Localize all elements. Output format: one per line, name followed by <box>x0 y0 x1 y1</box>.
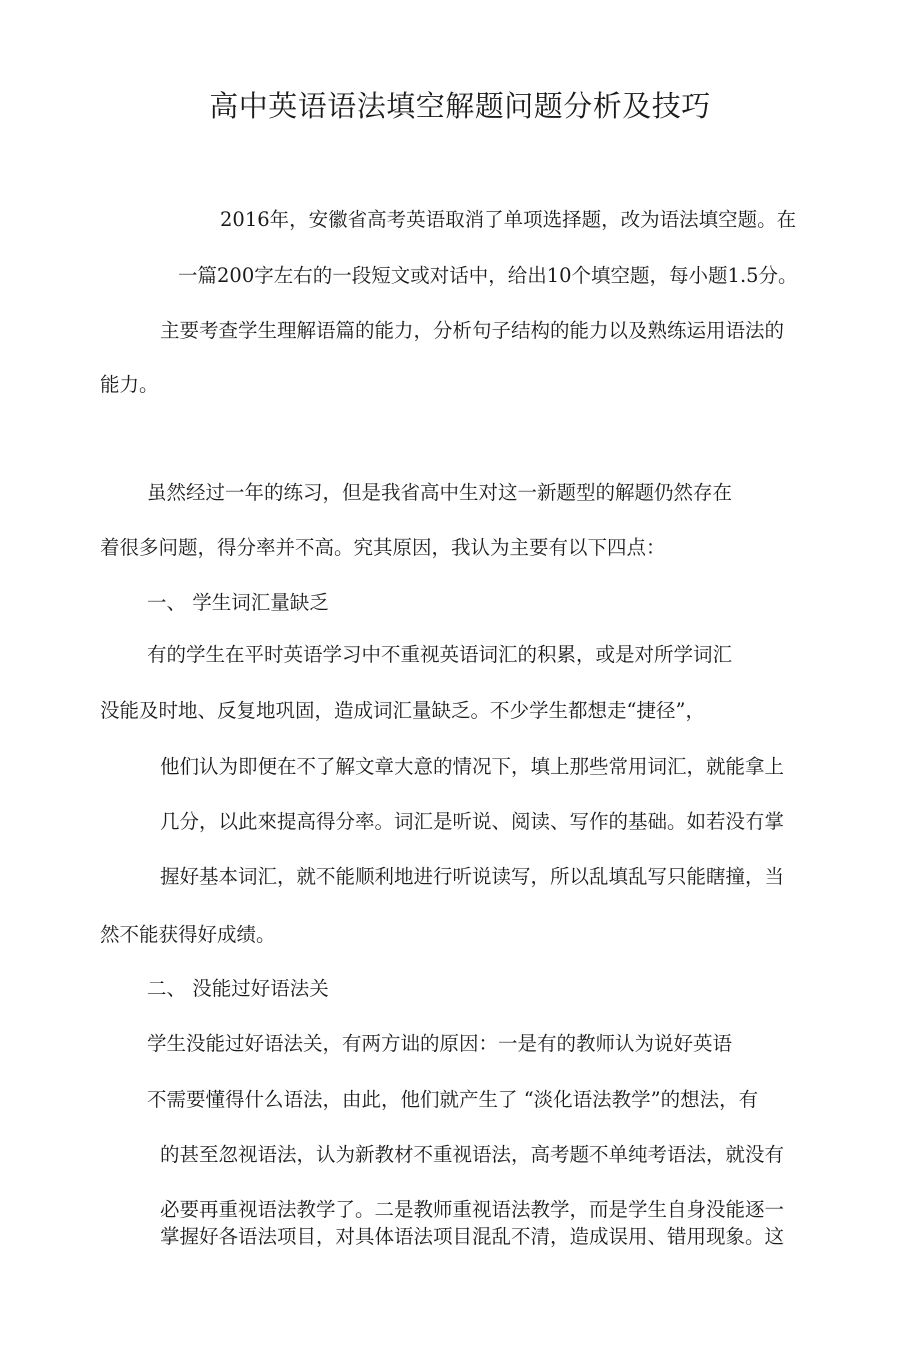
paragraph-line: 有的学生在平时英语学习中不重视英语词汇的积累，或是对所学词汇 <box>147 643 733 666</box>
paragraph-line: 着很多问题，得分率并不高。究其原因，我认为主要有以下四点： <box>100 536 666 559</box>
paragraph-line: 的甚至忽视语法，认为新教材不重视语法，高考题不单纯考语法，就没有 <box>160 1143 785 1166</box>
paragraph-line: 握好基本词汇，就不能顺利地进行听说读写，所以乱填乱写只能瞎撞，当 <box>160 865 785 888</box>
paragraph-line: 没能及时地、反复地巩固，造成词汇量缺乏。不少学生都想走“捷径”， <box>100 699 705 722</box>
paragraph-line: 不需要懂得什么语法，由此，他们就产生了 “淡化语法教学”的想法，有 <box>147 1088 759 1111</box>
paragraph-line: 学生没能过好语法关，有两方诎的原因：一是有的教师认为说好英语 <box>147 1032 733 1055</box>
paragraph-line: 主要考查学生理解语篇的能力，分析句子结构的能力以及熟练运用语法的 <box>160 319 785 342</box>
paragraph-line: 几分，以此來提高得分率。词汇是听说、阅读、写作的基础。如若没冇掌 <box>160 810 785 833</box>
paragraph-line: 必要再重视语法教学了。二是教师重视语法教学，而是学生自身没能逐一 <box>160 1198 785 1221</box>
paragraph-line: 掌握好各语法项目，对具体语法项目混乱不清，造成误用、错用现象。这 <box>160 1225 785 1248</box>
section-heading: 一、 学生词汇量缺乏 <box>147 591 329 614</box>
paragraph-line: 一篇200字左右的一段短文或对话中，给出10个填空题，每小题1.5分。 <box>178 264 798 287</box>
paragraph-line: 能力。 <box>100 373 159 396</box>
paragraph-line: 然不能获得好成绩。 <box>100 923 276 946</box>
paragraph-line: 2016年，安徽省高考英语取消了单项选择题，改为语法填空题。在 <box>220 208 797 231</box>
document-title: 高中英语语法填空解题问题分析及技巧 <box>209 89 711 123</box>
section-heading: 二、 没能过好语法关 <box>147 977 329 1000</box>
paragraph-line: 他们认为即便在不了解文章大意的情况下，填上那些常用词汇，就能拿上 <box>160 755 785 778</box>
paragraph-line: 虽然经过一年的练习，但是我省高中生对这一新题型的解题仍然存在 <box>147 481 733 504</box>
